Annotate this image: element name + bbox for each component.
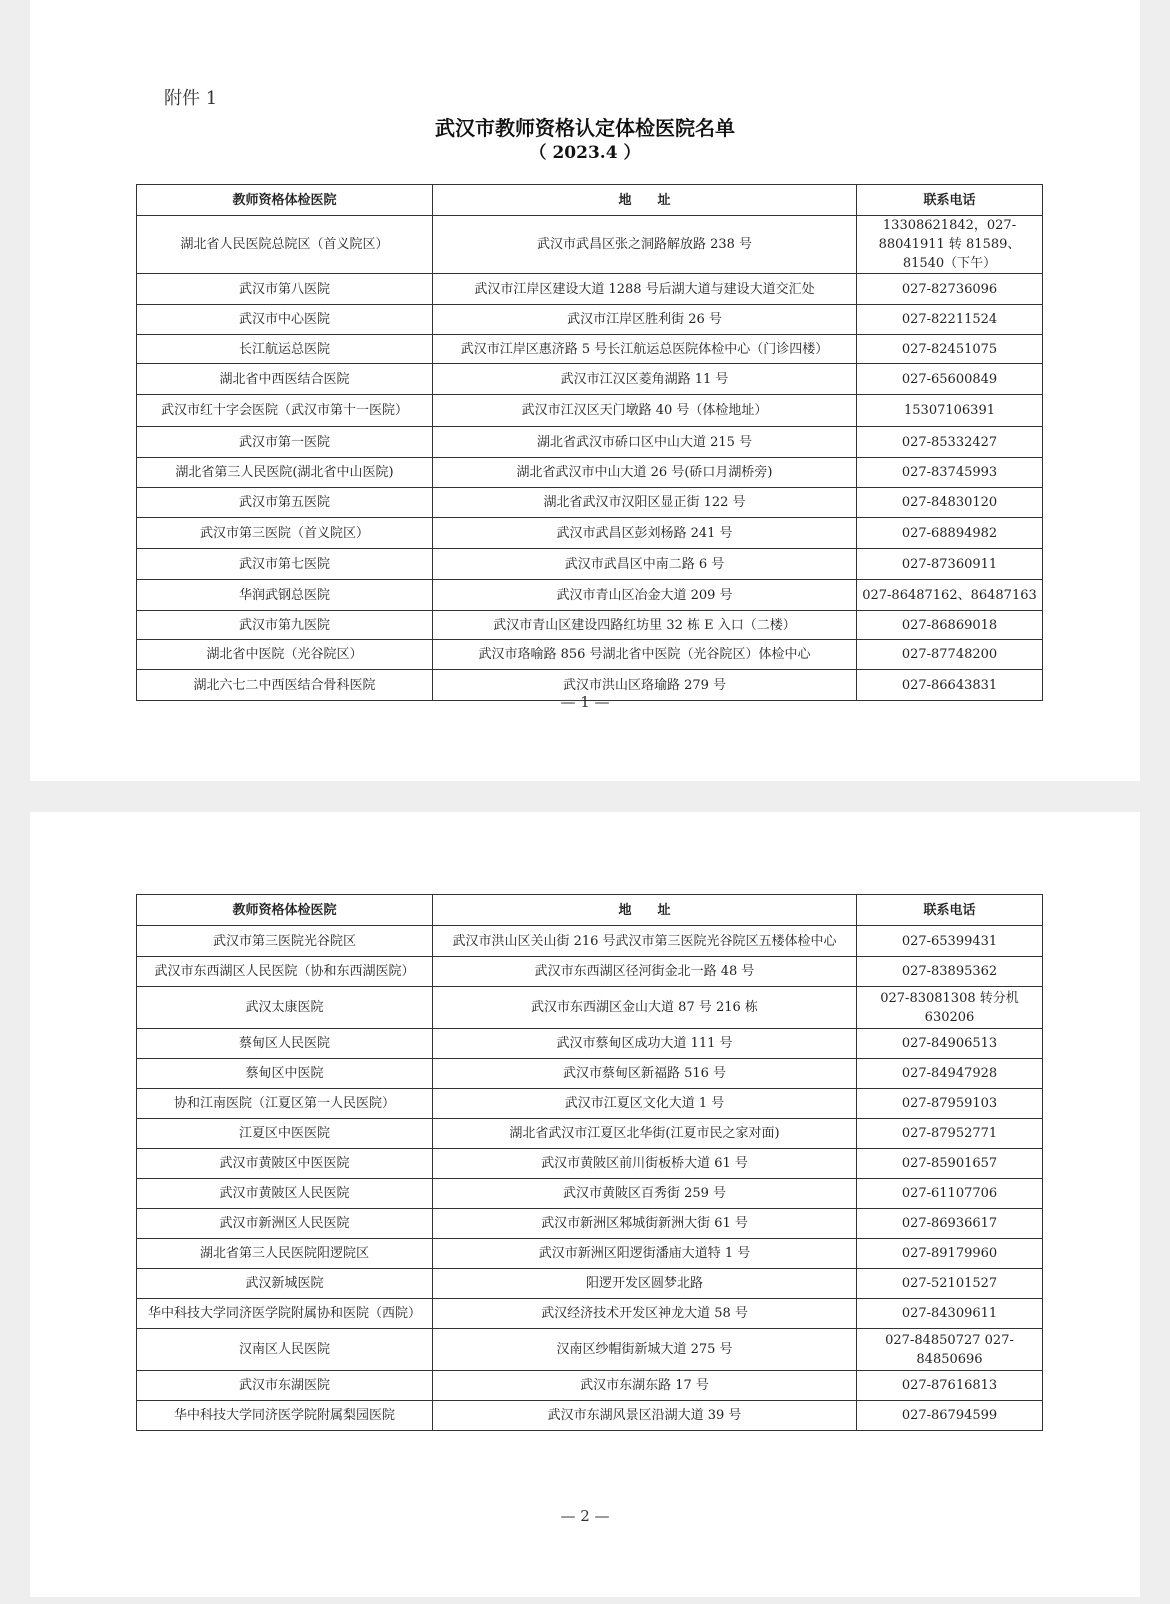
- table-row: [137, 305, 1043, 335]
- hospital-name-cell: 华中科技大学同济医学院附属梨园医院: [137, 1401, 433, 1431]
- phone-cell: 027-86869018: [857, 611, 1043, 640]
- phone-cell: 13308621842，027-88041911 转 81589、81540（下午）: [857, 216, 1043, 274]
- table-row: [137, 580, 1043, 611]
- phone-cell: 027-85901657: [857, 1149, 1043, 1179]
- document-page-1: [30, 0, 1140, 781]
- address-cell: 武汉市东湖东路 17 号: [433, 1371, 857, 1401]
- table-row: [137, 1239, 1043, 1269]
- address-cell: 湖北省武汉市硚口区中山大道 215 号: [433, 427, 857, 458]
- hospital-name-cell: 武汉市红十字会医院（武汉市第十一医院）: [137, 395, 433, 427]
- phone-cell: 027-84309611: [857, 1299, 1043, 1329]
- table-body-page-2: [137, 926, 1043, 1431]
- address-cell: 武汉市新洲区阳逻街潘庙大道特 1 号: [433, 1239, 857, 1269]
- table-row: [137, 1149, 1043, 1179]
- table-row: [137, 364, 1043, 395]
- table-row: [137, 458, 1043, 488]
- address-cell: 武汉市洪山区珞瑜路 279 号: [433, 670, 857, 701]
- table-row: [137, 1329, 1043, 1371]
- table-row: [137, 335, 1043, 364]
- phone-cell: 027-87748200: [857, 640, 1043, 670]
- address-cell: 武汉市江岸区胜利街 26 号: [433, 305, 857, 335]
- attachment-label: 附件 1: [164, 88, 218, 109]
- phone-cell: 027-87952771: [857, 1119, 1043, 1149]
- hospital-name-cell: 武汉市中心医院: [137, 305, 433, 335]
- phone-cell: 027-84906513: [857, 1029, 1043, 1059]
- hospital-name-cell: 协和江南医院（江夏区第一人民医院）: [137, 1089, 433, 1119]
- table-row: [137, 1029, 1043, 1059]
- phone-cell: 027-89179960: [857, 1239, 1043, 1269]
- table-row: [137, 274, 1043, 305]
- address-cell: 武汉市洪山区关山街 216 号武汉市第三医院光谷院区五楼体检中心: [433, 926, 857, 957]
- phone-cell: 15307106391: [857, 395, 1043, 427]
- hospital-name-cell: 武汉市黄陂区中医医院: [137, 1149, 433, 1179]
- phone-cell: 027-83081308 转分机 630206: [857, 987, 1043, 1029]
- phone-cell: 027-86643831: [857, 670, 1043, 701]
- hospital-name-cell: 蔡甸区人民医院: [137, 1029, 433, 1059]
- hospital-name-cell: 武汉市第三医院（首义院区）: [137, 518, 433, 549]
- header-address: 地 址: [433, 895, 857, 926]
- header-hospital: 教师资格体检医院: [137, 185, 433, 216]
- page-number: — 2 —: [560, 1507, 610, 1525]
- phone-cell: 027-87360911: [857, 549, 1043, 580]
- hospital-name-cell: 武汉市第九医院: [137, 611, 433, 640]
- table-row: [137, 1401, 1043, 1431]
- address-cell: 武汉市武昌区张之洞路解放路 238 号: [433, 216, 857, 274]
- address-cell: 武汉市东湖风景区沿湖大道 39 号: [433, 1401, 857, 1431]
- phone-cell: 027-86794599: [857, 1401, 1043, 1431]
- phone-cell: 027-65600849: [857, 364, 1043, 395]
- hospital-name-cell: 武汉市东湖医院: [137, 1371, 433, 1401]
- hospital-name-cell: 武汉市新洲区人民医院: [137, 1209, 433, 1239]
- hospital-name-cell: 湖北省第三人民医院(湖北省中山医院): [137, 458, 433, 488]
- hospital-name-cell: 武汉新城医院: [137, 1269, 433, 1299]
- address-cell: 武汉市东西湖区金山大道 87 号 216 栋: [433, 987, 857, 1029]
- table-body-page-1: [137, 216, 1043, 701]
- address-cell: 武汉市东西湖区径河街金北一路 48 号: [433, 957, 857, 987]
- phone-cell: 027-85332427: [857, 427, 1043, 458]
- table-row: [137, 1269, 1043, 1299]
- document-page-2: [30, 812, 1140, 1597]
- hospital-name-cell: 湖北省中医院（光谷院区）: [137, 640, 433, 670]
- address-cell: 汉南区纱帽街新城大道 275 号: [433, 1329, 857, 1371]
- table-row: [137, 987, 1043, 1029]
- hospital-name-cell: 武汉市第七医院: [137, 549, 433, 580]
- table-row: [137, 549, 1043, 580]
- hospital-name-cell: 武汉太康医院: [137, 987, 433, 1029]
- document-title: 武汉市教师资格认定体检医院名单: [435, 116, 735, 140]
- hospital-name-cell: 湖北省第三人民医院阳逻院区: [137, 1239, 433, 1269]
- address-cell: 武汉市蔡甸区新福路 516 号: [433, 1059, 857, 1089]
- phone-cell: 027-86487162、86487163: [857, 580, 1043, 611]
- table-row: [137, 427, 1043, 458]
- header-address: 地 址: [433, 185, 857, 216]
- address-cell: 武汉市黄陂区百秀街 259 号: [433, 1179, 857, 1209]
- address-cell: 湖北省武汉市中山大道 26 号(硚口月湖桥旁): [433, 458, 857, 488]
- table-row: [137, 1089, 1043, 1119]
- table-row: [137, 1119, 1043, 1149]
- table-row: [137, 1179, 1043, 1209]
- address-cell: 武汉市江汉区菱角湖路 11 号: [433, 364, 857, 395]
- hospital-name-cell: 武汉市黄陂区人民医院: [137, 1179, 433, 1209]
- table-header-row: [137, 895, 1043, 926]
- header-hospital: 教师资格体检医院: [137, 895, 433, 926]
- table-row: [137, 926, 1043, 957]
- table-row: [137, 395, 1043, 427]
- hospital-name-cell: 武汉市第八医院: [137, 274, 433, 305]
- address-cell: 武汉市江汉区天门墩路 40 号（体检地址）: [433, 395, 857, 427]
- address-cell: 阳逻开发区圆梦北路: [433, 1269, 857, 1299]
- hospital-name-cell: 武汉市第一医院: [137, 427, 433, 458]
- table-row: [137, 518, 1043, 549]
- table-row: [137, 957, 1043, 987]
- table-row: [137, 1059, 1043, 1089]
- phone-cell: 027-65399431: [857, 926, 1043, 957]
- phone-cell: 027-86936617: [857, 1209, 1043, 1239]
- phone-cell: 027-83745993: [857, 458, 1043, 488]
- phone-cell: 027-84830120: [857, 488, 1043, 518]
- address-cell: 武汉市青山区冶金大道 209 号: [433, 580, 857, 611]
- phone-cell: 027-68894982: [857, 518, 1043, 549]
- address-cell: 湖北省武汉市汉阳区显正街 122 号: [433, 488, 857, 518]
- phone-cell: 027-87959103: [857, 1089, 1043, 1119]
- hospital-name-cell: 华润武钢总医院: [137, 580, 433, 611]
- phone-cell: 027-83895362: [857, 957, 1043, 987]
- table-row: [137, 1209, 1043, 1239]
- address-cell: 武汉市武昌区彭刘杨路 241 号: [433, 518, 857, 549]
- address-cell: 武汉经济技术开发区神龙大道 58 号: [433, 1299, 857, 1329]
- header-phone: 联系电话: [857, 895, 1043, 926]
- address-cell: 武汉市黄陂区前川街板桥大道 61 号: [433, 1149, 857, 1179]
- hospital-table-page-1: [136, 184, 1043, 701]
- phone-cell: 027-82451075: [857, 335, 1043, 364]
- hospital-name-cell: 汉南区人民医院: [137, 1329, 433, 1371]
- table-row: [137, 216, 1043, 274]
- hospital-name-cell: 华中科技大学同济医学院附属协和医院（西院）: [137, 1299, 433, 1329]
- table-row: [137, 1299, 1043, 1329]
- phone-cell: 027-87616813: [857, 1371, 1043, 1401]
- hospital-name-cell: 湖北省中西医结合医院: [137, 364, 433, 395]
- table-row: [137, 611, 1043, 640]
- hospital-name-cell: 江夏区中医医院: [137, 1119, 433, 1149]
- table-row: [137, 488, 1043, 518]
- address-cell: 武汉市新洲区邾城街新洲大街 61 号: [433, 1209, 857, 1239]
- phone-cell: 027-82736096: [857, 274, 1043, 305]
- table-row: [137, 1371, 1043, 1401]
- address-cell: 武汉市江岸区建设大道 1288 号后湖大道与建设大道交汇处: [433, 274, 857, 305]
- header-phone: 联系电话: [857, 185, 1043, 216]
- address-cell: 武汉市江夏区文化大道 1 号: [433, 1089, 857, 1119]
- phone-cell: 027-82211524: [857, 305, 1043, 335]
- hospital-name-cell: 湖北省人民医院总院区（首义院区）: [137, 216, 433, 274]
- table-header-row: [137, 185, 1043, 216]
- phone-cell: 027-84947928: [857, 1059, 1043, 1089]
- address-cell: 武汉市江岸区惠济路 5 号长江航运总医院体检中心（门诊四楼）: [433, 335, 857, 364]
- phone-cell: 027-52101527: [857, 1269, 1043, 1299]
- document-subtitle: （ 2023.4 ）: [529, 143, 641, 163]
- hospital-name-cell: 蔡甸区中医院: [137, 1059, 433, 1089]
- page-number: — 1 —: [560, 693, 610, 711]
- hospital-name-cell: 武汉市第三医院光谷院区: [137, 926, 433, 957]
- address-cell: 武汉市武昌区中南二路 6 号: [433, 549, 857, 580]
- hospital-table-page-2: [136, 894, 1043, 1431]
- address-cell: 武汉市青山区建设四路红坊里 32 栋 E 入口（二楼）: [433, 611, 857, 640]
- phone-cell: 027-84850727 027-84850696: [857, 1329, 1043, 1371]
- address-cell: 湖北省武汉市江夏区北华街(江夏市民之家对面): [433, 1119, 857, 1149]
- hospital-name-cell: 湖北六七二中西医结合骨科医院: [137, 670, 433, 701]
- hospital-name-cell: 武汉市第五医院: [137, 488, 433, 518]
- hospital-name-cell: 武汉市东西湖区人民医院（协和东西湖医院）: [137, 957, 433, 987]
- table-row: [137, 640, 1043, 670]
- address-cell: 武汉市珞喻路 856 号湖北省中医院（光谷院区）体检中心: [433, 640, 857, 670]
- address-cell: 武汉市蔡甸区成功大道 111 号: [433, 1029, 857, 1059]
- phone-cell: 027-61107706: [857, 1179, 1043, 1209]
- hospital-name-cell: 长江航运总医院: [137, 335, 433, 364]
